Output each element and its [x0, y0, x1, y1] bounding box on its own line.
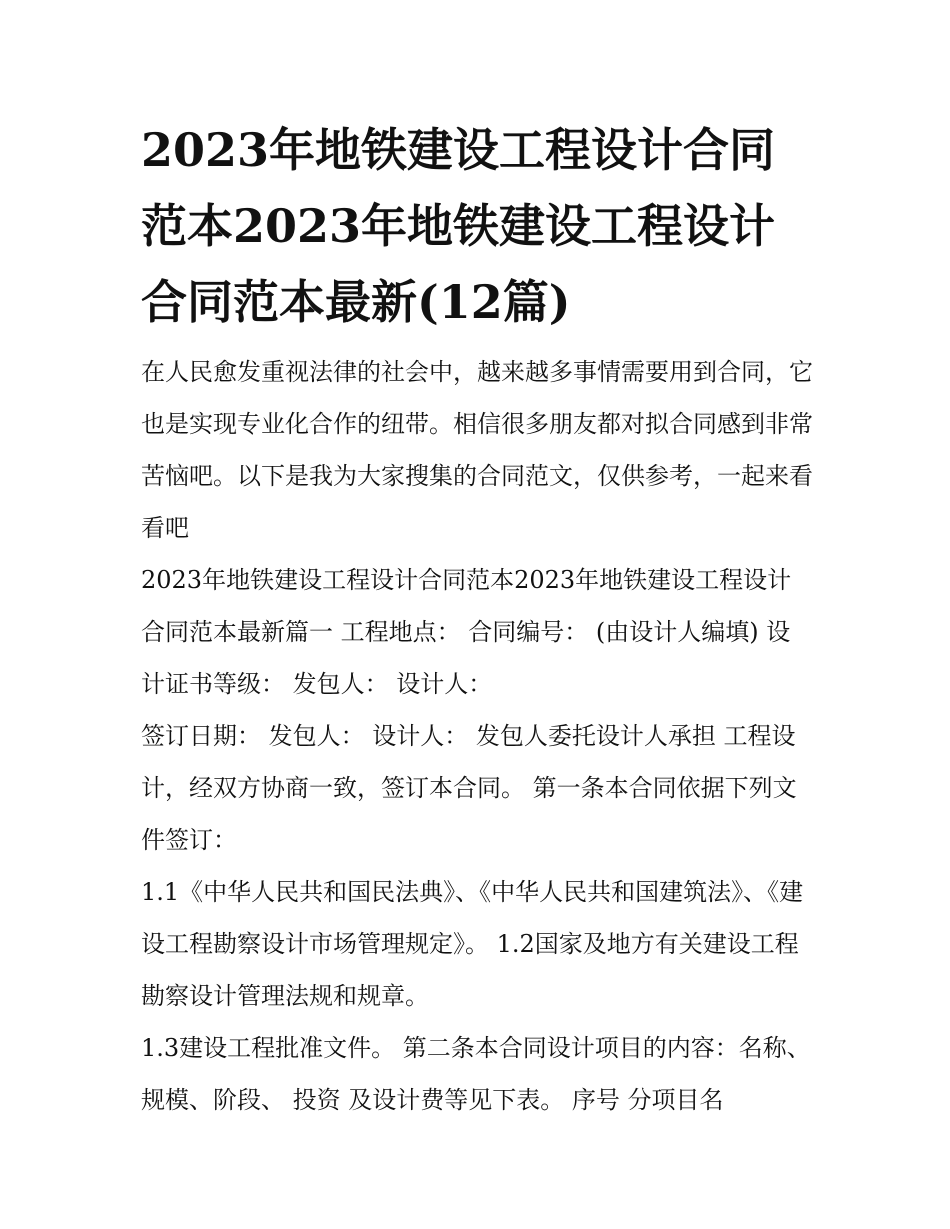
project-content-paragraph: 1.3建设工程批准文件。 第二条本合同设计项目的内容：名称、规模、阶段、 投资 及设计费等见下表。 序号 分项目名 [141, 1034, 811, 1114]
intro-paragraph: 在人民愈发重视法律的社会中，越来越多事情需要用到合同，它也是实现专业化合作的纽带。相信很多朋友都对拟合同感到非常苦恼吧。以下是我为大家搜集的合同范文，仅供参考，一起来看看吧 [141, 358, 813, 542]
document-page [141, 112, 813, 1126]
document-title: 2023年地铁建设工程设计合同范本2023年地铁建设工程设计合同范本最新(12篇) [141, 123, 776, 329]
legal-basis-paragraph: 1.1《中华人民共和国民法典》、《中华人民共和国建筑法》、《建设工程勘察设计市场管理规定》。 1.2国家及地方有关建设工程勘察设计管理法规和规章。 [141, 878, 804, 1010]
signing-paragraph: 签订日期： 发包人： 设计人： 发包人委托设计人承担 工程设计，经双方协商一致，签订本合同。 第一条本合同依据下列文件签订： [141, 722, 797, 854]
contract-header-paragraph: 2023年地铁建设工程设计合同范本2023年地铁建设工程设计合同范本最新篇一 工程地点： 合同编号： (由设计人编填) 设计证书等级： 发包人： 设计人： [141, 566, 792, 698]
